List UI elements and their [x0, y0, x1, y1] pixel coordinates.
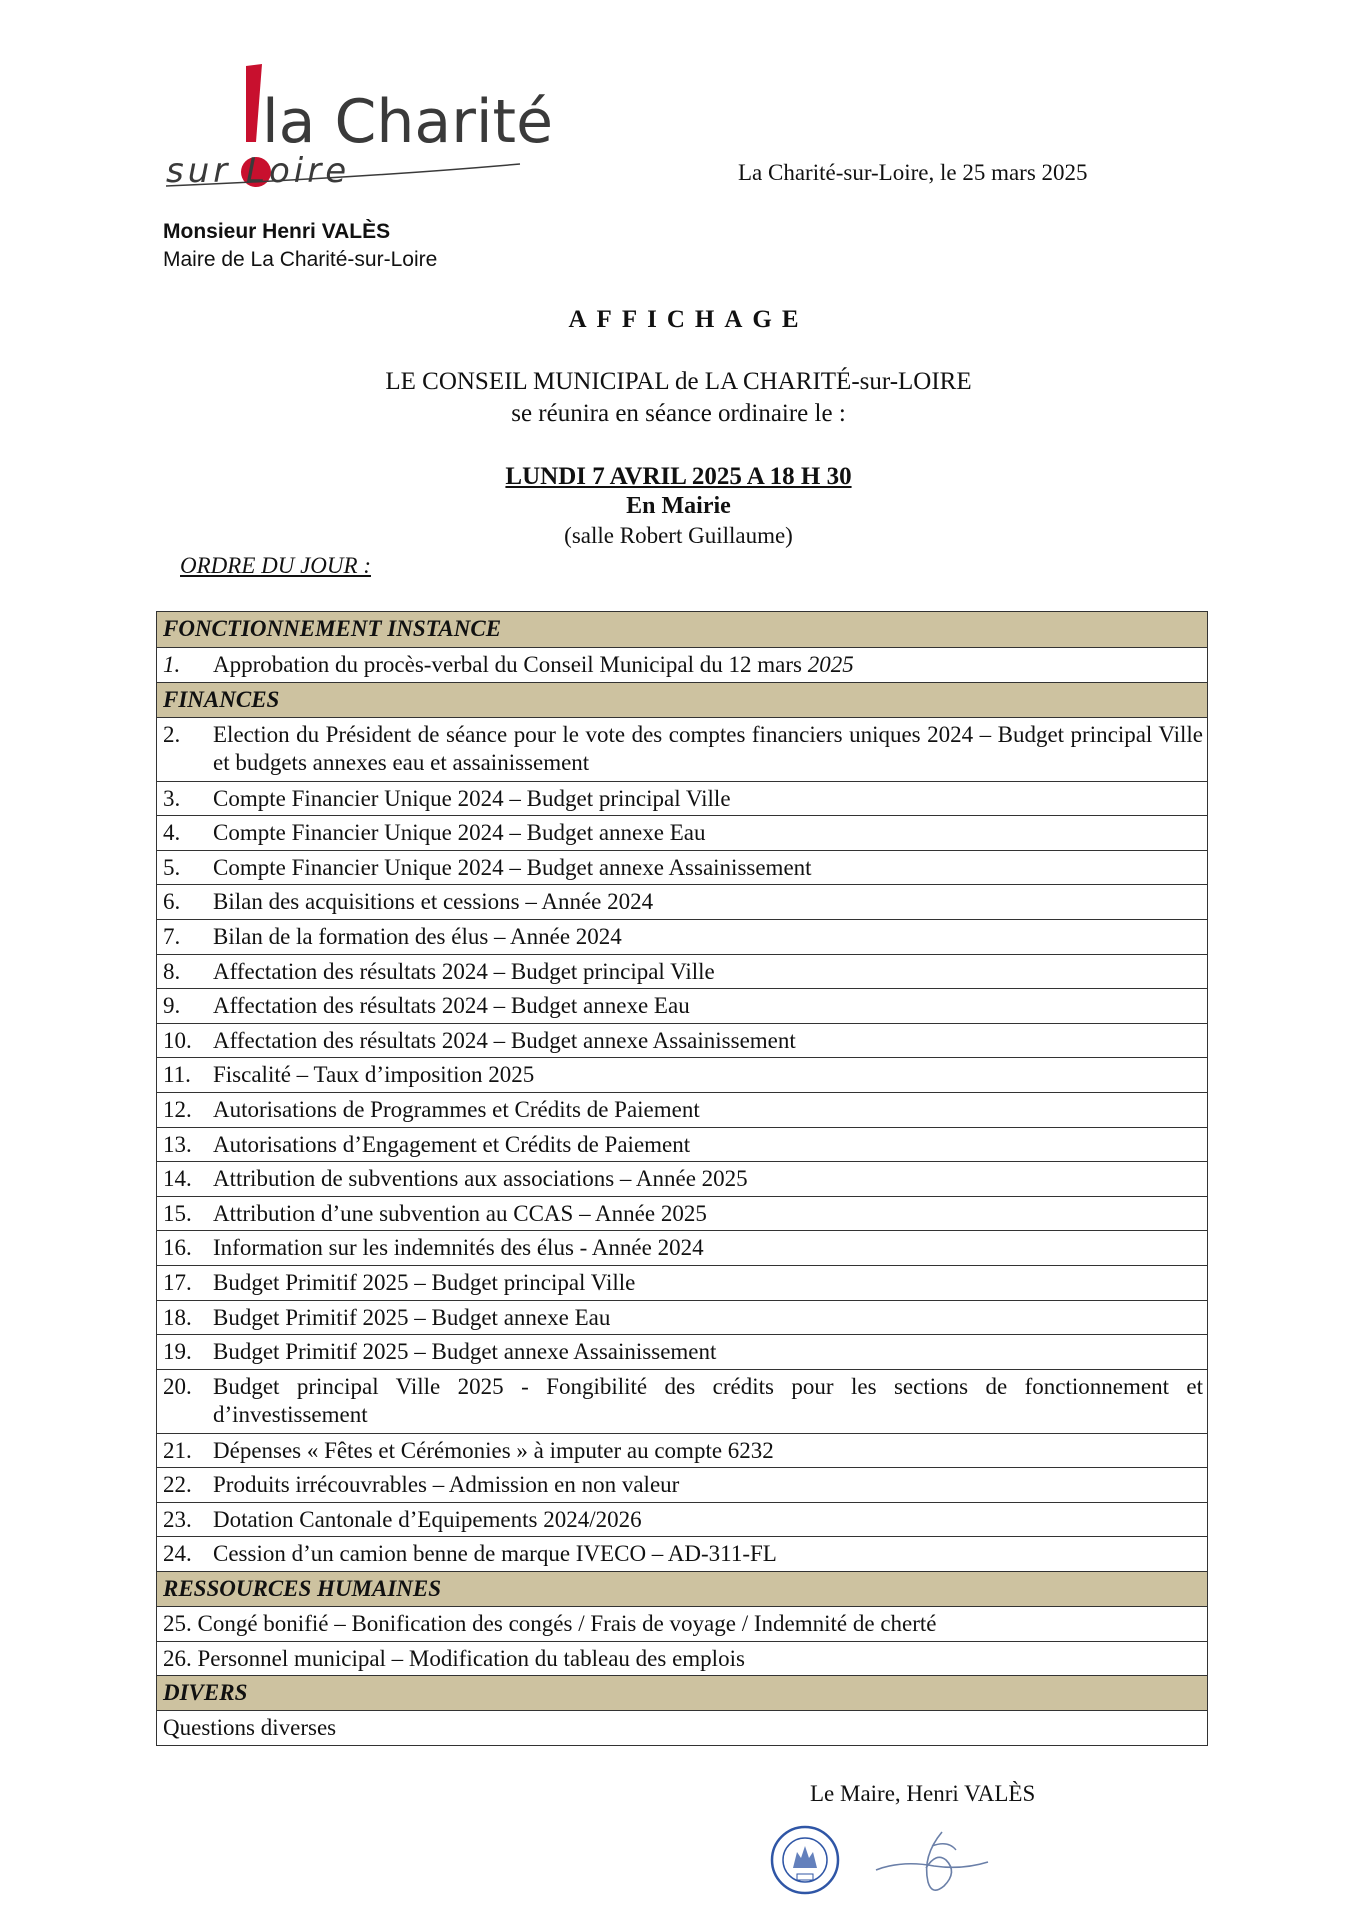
agenda-item	[157, 815, 1207, 850]
logo-sub-text: sur Loire	[166, 151, 351, 190]
item-text	[213, 651, 1203, 682]
item-number: 6.	[163, 889, 181, 915]
mayor-signature-line: Le Maire, Henri VALÈS	[810, 1781, 1036, 1806]
item-number: 5.	[163, 854, 181, 880]
agenda-item	[157, 1265, 1207, 1300]
item-text: Fiscalité – Taux d’imposition 2025	[213, 1062, 535, 1088]
item-text: Attribution de subventions aux associations – Année 2025	[213, 1166, 748, 1192]
agenda-item: Questions diverses	[157, 1710, 1207, 1745]
agenda-item	[157, 1023, 1207, 1058]
agenda-item	[157, 1057, 1207, 1092]
agenda-item	[157, 1369, 1207, 1433]
logo-main-text: la Charité	[262, 87, 553, 157]
item-number: 8.	[163, 958, 181, 984]
item-number: 22.	[163, 1472, 192, 1498]
agenda-item	[157, 1230, 1207, 1265]
item-text: Affectation des résultats 2024 – Budget annexe Eau	[213, 993, 690, 1019]
item-text: Autorisations de Programmes et Crédits de Paiement	[213, 1096, 700, 1122]
city-seal-stamp	[769, 1824, 841, 1896]
agenda-item	[157, 647, 1207, 682]
item-text: Produits irrécouvrables – Admission en non valeur	[213, 1472, 680, 1498]
section-header: RESSOURCES HUMAINES	[157, 1571, 1207, 1606]
item-number: 11.	[163, 1062, 191, 1088]
item-text: Budget principal Ville 2025 - Fongibilité des crédits pour les sections de fonctionnement et d’investissement	[213, 1373, 1203, 1427]
item-text-main: Approbation du procès-verbal du Conseil Municipal du 12 mars	[213, 652, 802, 677]
item-text: Budget Primitif 2025 – Budget annexe Eau	[213, 1304, 611, 1330]
meeting-place: En Mairie	[626, 493, 731, 519]
agenda-item	[157, 954, 1207, 989]
meeting-room: (salle Robert Guillaume)	[564, 523, 793, 548]
item-text: Compte Financier Unique 2024 – Budget annexe Eau	[213, 820, 706, 846]
agenda-item	[157, 1161, 1207, 1196]
meeting-date: LUNDI 7 AVRIL 2025 A 18 H 30	[505, 463, 852, 490]
item-number: 7.	[163, 923, 181, 949]
agenda-item	[157, 850, 1207, 885]
agenda-item: 25. Congé bonifié – Bonification des congés / Frais de voyage / Indemnité de cherté	[157, 1606, 1207, 1641]
section-header: DIVERS	[157, 1675, 1207, 1710]
item-number: 13.	[163, 1131, 192, 1157]
item-text: Budget Primitif 2025 – Budget annexe Assainissement	[213, 1339, 717, 1365]
agenda-item	[157, 781, 1207, 816]
item-text: Affectation des résultats 2024 – Budget principal Ville	[213, 958, 715, 984]
agenda-item	[157, 1467, 1207, 1502]
item-number: 21.	[163, 1437, 192, 1463]
agenda-item	[157, 919, 1207, 954]
item-text: Attribution d’une subvention au CCAS – Année 2025	[213, 1200, 707, 1226]
council-subtitle: se réunira en séance ordinaire le :	[511, 400, 846, 427]
agenda-item	[157, 988, 1207, 1023]
agenda-item	[157, 1300, 1207, 1335]
item-text: Compte Financier Unique 2024 – Budget annexe Assainissement	[213, 854, 812, 880]
item-text: Affectation des résultats 2024 – Budget annexe Assainissement	[213, 1027, 796, 1053]
document-heading: AFFICHAGE	[568, 306, 809, 333]
handwritten-signature	[872, 1826, 992, 1898]
item-text: Information sur les indemnités des élus - Année 2024	[213, 1235, 704, 1261]
agenda-item	[157, 1334, 1207, 1369]
agenda-item	[157, 1092, 1207, 1127]
agenda-item	[157, 884, 1207, 919]
item-text: Cession d’un camion benne de marque IVECO – AD-311-FL	[213, 1541, 777, 1567]
agenda-item	[157, 1127, 1207, 1162]
item-text: Bilan des acquisitions et cessions – Année 2024	[213, 889, 654, 915]
item-text: Dépenses « Fêtes et Cérémonies » à imputer au compte 6232	[213, 1437, 774, 1463]
item-text: Dotation Cantonale d’Equipements 2024/2026	[213, 1506, 642, 1532]
item-text-year: 2025	[807, 652, 854, 677]
item-number: 4.	[163, 820, 181, 846]
item-number: 1.	[163, 652, 181, 677]
item-number: 19.	[163, 1339, 192, 1365]
item-text: Election du Président de séance pour le vote des comptes financiers uniques 2024 – Budget principal Ville et budgets annexes eau et assainissement	[213, 721, 1203, 775]
city-logo	[160, 60, 560, 190]
agenda-item	[157, 1196, 1207, 1231]
sender-role: Maire de La Charité-sur-Loire	[163, 248, 438, 271]
item-number: 16.	[163, 1235, 192, 1261]
section-header: FINANCES	[157, 682, 1207, 717]
item-text: Autorisations d’Engagement et Crédits de Paiement	[213, 1131, 691, 1157]
section-header: FONCTIONNEMENT INSTANCE	[157, 612, 1207, 647]
item-number: 10.	[163, 1027, 192, 1053]
item-number: 24.	[163, 1541, 192, 1567]
item-number: 14.	[163, 1166, 192, 1192]
item-number: 9.	[163, 993, 181, 1019]
item-number: 15.	[163, 1200, 192, 1226]
agenda-item	[157, 1536, 1207, 1571]
letter-date: La Charité-sur-Loire, le 25 mars 2025	[738, 160, 1088, 185]
agenda-item	[157, 717, 1207, 781]
item-number: 23.	[163, 1506, 192, 1532]
agenda-title: ORDRE DU JOUR :	[180, 553, 371, 578]
item-number: 17.	[163, 1269, 192, 1295]
council-title: LE CONSEIL MUNICIPAL de LA CHARITÉ-sur-LOIRE	[385, 368, 972, 395]
item-text: Bilan de la formation des élus – Année 2024	[213, 923, 622, 949]
item-number: 18.	[163, 1304, 192, 1330]
agenda-table	[156, 611, 1208, 1746]
item-number: 3.	[163, 785, 181, 811]
agenda-item	[157, 1433, 1207, 1468]
item-number: 20.	[163, 1373, 192, 1399]
item-text: Compte Financier Unique 2024 – Budget principal Ville	[213, 785, 731, 811]
item-number: 2.	[163, 721, 181, 747]
sender-name: Monsieur Henri VALÈS	[163, 220, 391, 243]
item-text: Budget Primitif 2025 – Budget principal Ville	[213, 1269, 636, 1295]
agenda-item	[157, 1502, 1207, 1537]
agenda-item: 26. Personnel municipal – Modification du tableau des emplois	[157, 1641, 1207, 1676]
item-number: 12.	[163, 1096, 192, 1122]
